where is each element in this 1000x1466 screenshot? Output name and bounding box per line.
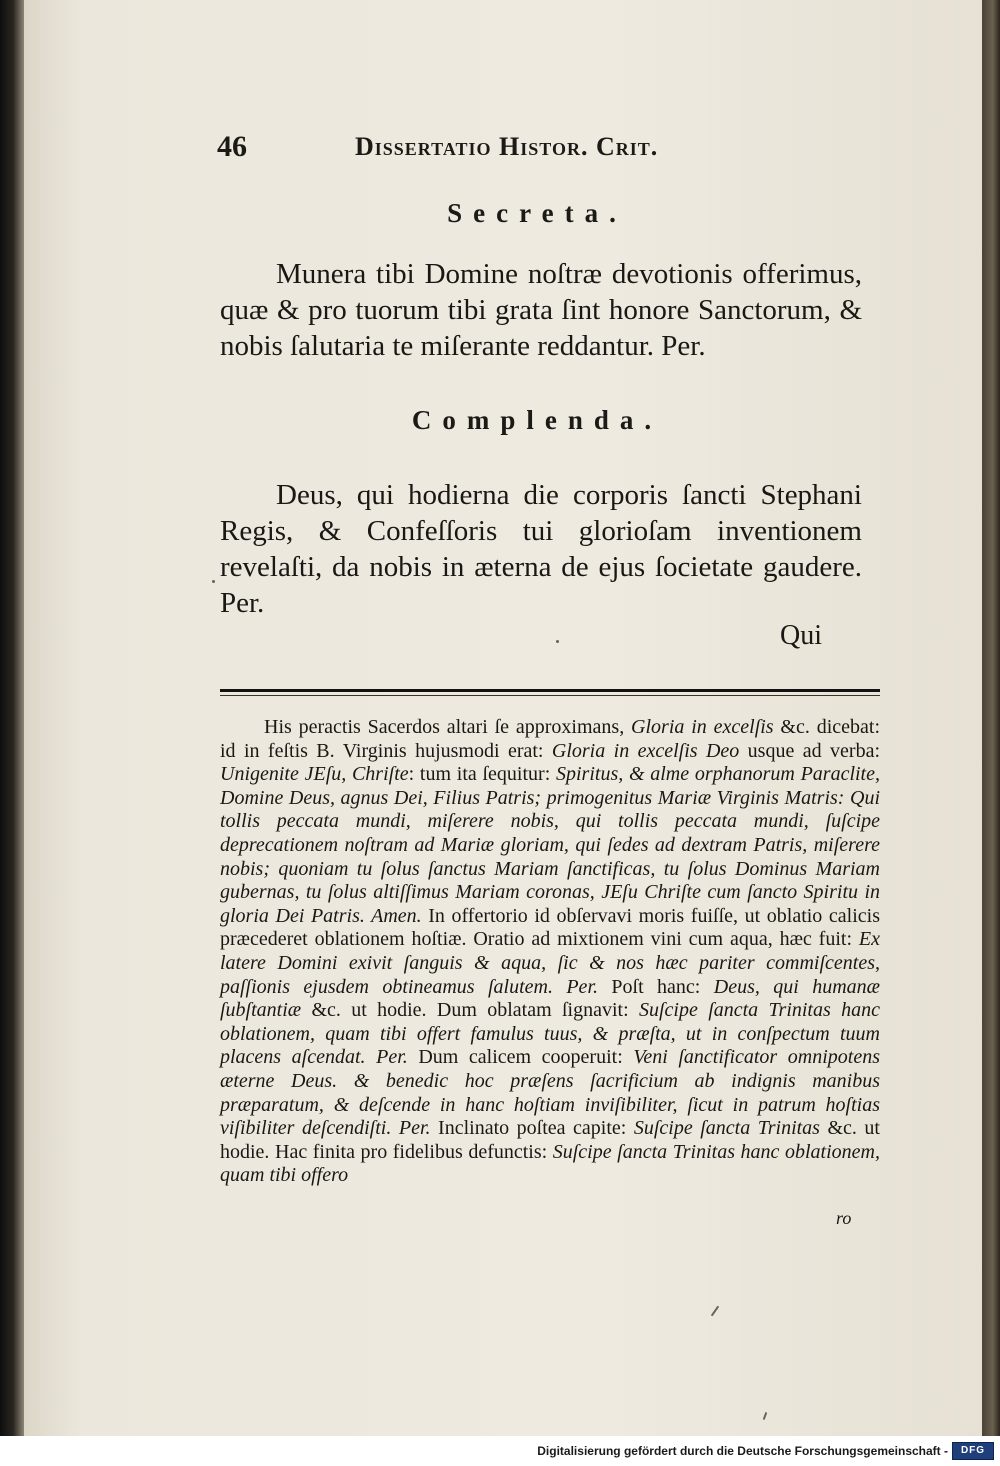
footnote-roman-run: Dum calicem cooperuit: — [407, 1046, 634, 1069]
footnote-italic-run: Gloria in excelſis — [631, 716, 774, 738]
page-number: 46 — [217, 130, 247, 163]
digitization-banner — [0, 1436, 1000, 1466]
section-text-complenda: Deus, qui hodierna die corporis ſancti Stephani Regis, & Confeſſoris tui glorioſam inventionem revelaſti, da nobis in æterna de ejus ſocietate gaudere. Per. — [220, 479, 862, 619]
section-heading-secreta: Secreta. — [447, 198, 627, 228]
footnote-roman-run: &c. ut hodie. Hac finita pro fidelibus defunctis: — [220, 1117, 880, 1163]
dfg-logo: DFG — [952, 1442, 994, 1460]
footnote-italic-run: Veni ſanctificator omnipotens æterne Deus. & benedic hoc præſens ſacrificium ab indignis manibus præparatum, & deſcende in hanc hoſtiam inviſibiliter, ſicut in patrum hoſtias viſibiliter deſcendiſti. Per. — [220, 1046, 880, 1140]
footnote-italic-run: Suſcipe ſancta Trinitas — [633, 1117, 820, 1140]
footnote-roman-run: His peractis Sacerdos altari ſe approximans, — [264, 716, 632, 738]
footnote-rule — [220, 689, 880, 692]
running-title: Dissertatio Histor. Crit. — [355, 132, 659, 161]
banner-text: Digitalisierung gefördert durch die Deutsche Forschungsgemeinschaft - — [537, 1444, 948, 1458]
footnote-italic-run: Ex latere Domini exivit ſanguis & aqua, ſic & nos hæc pariter commiſcentes, paſſionis ejusdem obtineamus ſalutem. Per. — [220, 928, 880, 998]
footnote-roman-run: In offertorio id obſervavi moris fuiſſe, ut oblatio calicis præcederet oblationem hoſtiæ. Oratio ad mixtionem vini cum aqua, hæc fuit: — [220, 904, 880, 951]
footnote-italic-run: Deus, qui humanæ ſubſtantiæ — [220, 975, 881, 1022]
footnote-rule-thin — [220, 695, 880, 696]
footnote-italic-run: Spiritus, & alme orphanorum Paraclite, Domine Deus, agnus Dei, Filius Patris; primogenitus Mariæ Virginis Matris: Qui tollis peccata mundi, miſerere nobis, qui tollis peccata mundi, ſuſcipe deprecationem noſtram ad Mariæ gloriam, qui ſedes ad dextram Patris, miſerere nobis; quoniam tu ſolus ſanctus Mariam ſanctificas, tu ſolus Dominus Mariam gubernas, tu ſolus altiſſimus Mariam coronas, JEſu Chriſte cum ſancto Spiritu in gloria Dei Patris. Amen. — [220, 763, 880, 927]
footnote-italic-run: Gloria in excelſis Deo — [551, 739, 740, 762]
section-text-secreta: Munera tibi Domine noſtræ devotionis offerimus, quæ & pro tuorum tibi grata ſint honore Sanctorum, & nobis ſalutaria te miſerante reddantur. Per. — [220, 258, 862, 362]
footnote-italic-run: Suſcipe ſancta Trinitas hanc oblationem, quam tibi offert famulus tuus, & præſta, ut in conſpectum tuum placens aſcendat. Per. — [220, 999, 880, 1069]
footnote-roman-run: Inclinato poſtea capite: — [430, 1117, 634, 1140]
footnote-catchword: ro — [836, 1208, 852, 1228]
footnote-roman-run: : tum ita ſequitur: — [408, 763, 556, 786]
footnote-roman-run: &c. ut hodie. Dum oblatam ſignavit: — [301, 999, 639, 1022]
footnote-italic-run: Unigenite JEſu, Chriſte — [220, 763, 409, 786]
footnote-roman-run: usque ad verba: — [739, 739, 880, 762]
footnote-italic-run: Suſcipe ſancta Trinitas hanc oblationem, quam tibi offero — [220, 1140, 880, 1187]
catchword: Qui — [780, 620, 822, 651]
footnote-roman-run: Poſt hanc: — [598, 975, 714, 998]
running-head — [217, 130, 777, 170]
page-right-edge — [982, 0, 1000, 1436]
book-binding-edge — [0, 0, 24, 1436]
footnote-text — [220, 716, 880, 1188]
section-heading-complenda: Complenda. — [411, 405, 663, 435]
footnote-roman-run: &c. dicebat: id in feſtis B. Virginis hujusmodi erat: — [220, 716, 881, 762]
